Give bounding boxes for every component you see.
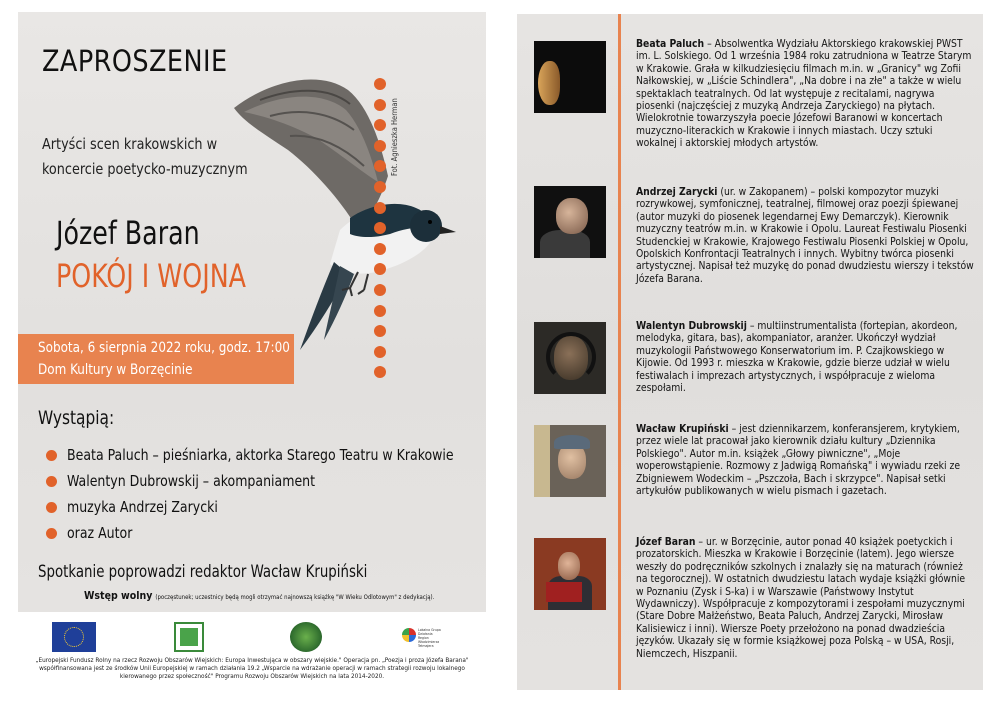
- footer-text: „Europejski Fundusz Rolny na rzecz Rozwoju Obszarów Wiejskich: Europa Inwestująca w obszary wiejskie." Operacja pn. „Poezja i proza Józefa Barana" współfinansowana jest ze środków Unii Europejskiej w ramach działania 19.2 „Wsparcie na wdrażanie operacji w ramach strategii rozwoju lokalnego kierowanego przez społeczność" Programu Rozwoju Obszarów Wiejskich na lata 2014-2020.: [35, 656, 469, 681]
- performer-text: muzyka Andrzej Zarycki: [67, 498, 218, 516]
- subtitle-line: Artyści scen krakowskich w: [42, 135, 218, 153]
- orange-dot: [374, 243, 386, 255]
- bio-beata-paluch: [636, 38, 974, 150]
- bio-name: Andrzej Zarycki: [636, 186, 718, 198]
- list-item: [46, 468, 486, 494]
- host-line: Spotkanie poprowadzi redaktor Wacław Krupiński: [38, 562, 368, 581]
- bio-text: – Absolwentka Wydziału Aktorskiego krakowskiej PWST im. L. Solskiego. Od 1 września 1984 roku zatrudniona w Teatrze Starym w Krakowie. Grała w kilkudziesięciu filmach m.in. w „Granicy" wg Zofii Nałkowskiej, w „Liście Schindlera", „Na dobre i na złe" a także w wielu spektaklach teatralnych. Od lat występuje z recitalami, nagrywa piosenki (najczęściej z muzyką Andrzeja Zaryckiego) na płytach. Wielokrotnie towarzyszyła poecie Józefowi Baranowi w koncertach muzyczno-literackich w Krakowie i innych miastach. Uczy sztuki wokalnej i aktorskiej młodych artystów.: [636, 38, 972, 150]
- orange-dot: [374, 202, 386, 214]
- orange-dot: [374, 99, 386, 111]
- subtitle-line: koncercie poetycko-muzycznym: [42, 160, 248, 178]
- performer-text: Beata Paluch – pieśniarka, aktorka Starego Teatru w Krakowie: [67, 446, 454, 464]
- orange-dot: [374, 78, 386, 90]
- funding-footer: [18, 612, 486, 690]
- orange-dot: [374, 140, 386, 152]
- list-item: [46, 520, 486, 546]
- bio-text: (ur. w Zakopanem) – polski kompozytor muzyki rozrywkowej, symfonicznej, teatralnej, filmowej oraz poezji śpiewanej (autor muzyki do piosenek legendarnej Ewy Demarczyk). Kierownik muzyczny teatrów m.in. w Krakowie i Opolu. Laureat Festiwalu Piosenki Studenckiej w Krakowie, Krajowego Festiwalu Piosenki Polskiej w Opolu, Opolskich Konfrontacji Teatralnych i innych. Wybitny twórca piosenki artystycznej. Napisał też muzykę do ponad dwudziestu wierszy i tekstów Józefa Barana.: [636, 186, 974, 285]
- bullet-dot: [46, 502, 57, 513]
- entry-line: [84, 590, 434, 602]
- leader-logo-icon: [174, 622, 204, 652]
- event-place: Dom Kultury w Borzęcinie: [38, 362, 193, 378]
- photo-credit: Fot. Agnieszka Herman: [390, 98, 399, 176]
- orange-dot: [374, 119, 386, 131]
- bullet-dot: [46, 528, 57, 539]
- portrait-jozef-baran: [534, 538, 606, 610]
- prow-logo-icon: [290, 622, 322, 652]
- bullet-dot: [46, 450, 57, 461]
- portrait-beata-paluch: [534, 41, 606, 113]
- bio-name: Beata Paluch: [636, 38, 705, 50]
- list-item: [46, 494, 486, 520]
- lgd-logo-text: Lokalna Grupa Działania Region Włodzimierza Tetmajera: [418, 628, 441, 648]
- bio-andrzej-zarycki: [636, 186, 974, 285]
- entry-bold: Wstęp wolny: [84, 590, 153, 602]
- bio-text: – multiinstrumentalista (fortepian, akordeon, melodyka, gitara, bas), akompaniator, aranżer. Ukończył wydział muzykologii Państwowego Konserwatorium im. P. Czajkowskiego w Kijowie. Od 1993 r. mieszka w Krakowie, gdzie bierze udział w wielu festiwalach i imprezach artystycznych, i współpracuje z wieloma zespołami.: [636, 320, 958, 395]
- entry-note: (poczęstunek; uczestnicy będą mogli otrzymać najnowszą książkę "W Wieku Odlotowym" z dedykacją).: [155, 594, 435, 601]
- orange-divider-line: [618, 14, 621, 690]
- eu-flag-icon: [52, 622, 96, 652]
- bio-name: Józef Baran: [636, 536, 696, 548]
- biographies-page: [517, 14, 983, 690]
- bio-name: Wacław Krupiński: [636, 423, 729, 435]
- work-title: POKÓJ I WOJNA: [56, 257, 246, 295]
- performer-text: Walentyn Dubrowskij – akompaniament: [67, 472, 316, 490]
- orange-dot: [374, 325, 386, 337]
- swallow-illustration: [230, 50, 460, 360]
- orange-dot: [374, 263, 386, 275]
- bio-text: – jest dziennikarzem, konferansjerem, krytykiem, przez wiele lat pracował jako kierownik działu kultury „Dziennika Polskiego". Autor m.in. książek „Głowy piwniczne", „Moje woperowstąpienie. Rozmowy z Jadwigą Romańską" i wywiadu rzeki ze Zbigniewem Wodeckim – „Pszczoła, Bach i skrzypce". Napisał setki artykułów publikowanych w wielu pismach i gazetach.: [636, 423, 961, 498]
- orange-dot: [374, 366, 386, 378]
- orange-dot: [374, 284, 386, 296]
- bio-jozef-baran: [636, 536, 974, 660]
- event-date: Sobota, 6 sierpnia 2022 roku, godz. 17:00: [38, 340, 290, 356]
- list-item: [46, 442, 486, 468]
- performers-list: [46, 442, 486, 546]
- bio-walentyn-dubrowskij: [636, 320, 974, 394]
- bio-name: Walentyn Dubrowskij: [636, 320, 747, 332]
- orange-dot: [374, 346, 386, 358]
- invitation-poster: [18, 12, 486, 672]
- author-name: Józef Baran: [56, 214, 200, 252]
- portrait-andrzej-zarycki: [534, 186, 606, 258]
- orange-dot: [374, 160, 386, 172]
- portrait-walentyn-dubrowskij: [534, 322, 606, 394]
- lgd-logo-icon: [400, 622, 442, 652]
- performer-text: oraz Autor: [67, 524, 133, 542]
- dot-column: [374, 78, 388, 387]
- orange-dot: [374, 181, 386, 193]
- orange-dot: [374, 222, 386, 234]
- portrait-waclaw-krupinski: [534, 425, 606, 497]
- bio-text: – ur. w Borzęcinie, autor ponad 40 książek poetyckich i prozatorskich. Mieszka w Krakowie i Borzęcinie (latem). Jego wiersze weszły do podręczników szkolnych i znalazły się na maturach (również na tegorocznej). W ostatnich dwudziestu latach wydaje książki głównie w Poznaniu (Zysk i S-ka) i w Warszawie (Państwowy Instytut Wydawniczy). Współpracuje z kompozytorami i zespołami muzycznymi (Stare Dobre Małżeństwo, Beata Paluch, Andrzej Zarycki, Mirosław Kalisiewicz i inni). Wiersze Poety przełożono na ponad dwadzieścia języków. Ukazały się w formie książkowej poza Polską – w USA, Rosji, Niemczech, Hiszpanii.: [636, 536, 966, 660]
- orange-dot: [374, 305, 386, 317]
- performers-heading: Wystąpią:: [38, 407, 115, 429]
- poster-title: ZAPROSZENIE: [42, 44, 228, 78]
- bullet-dot: [46, 476, 57, 487]
- bio-waclaw-krupinski: [636, 423, 974, 497]
